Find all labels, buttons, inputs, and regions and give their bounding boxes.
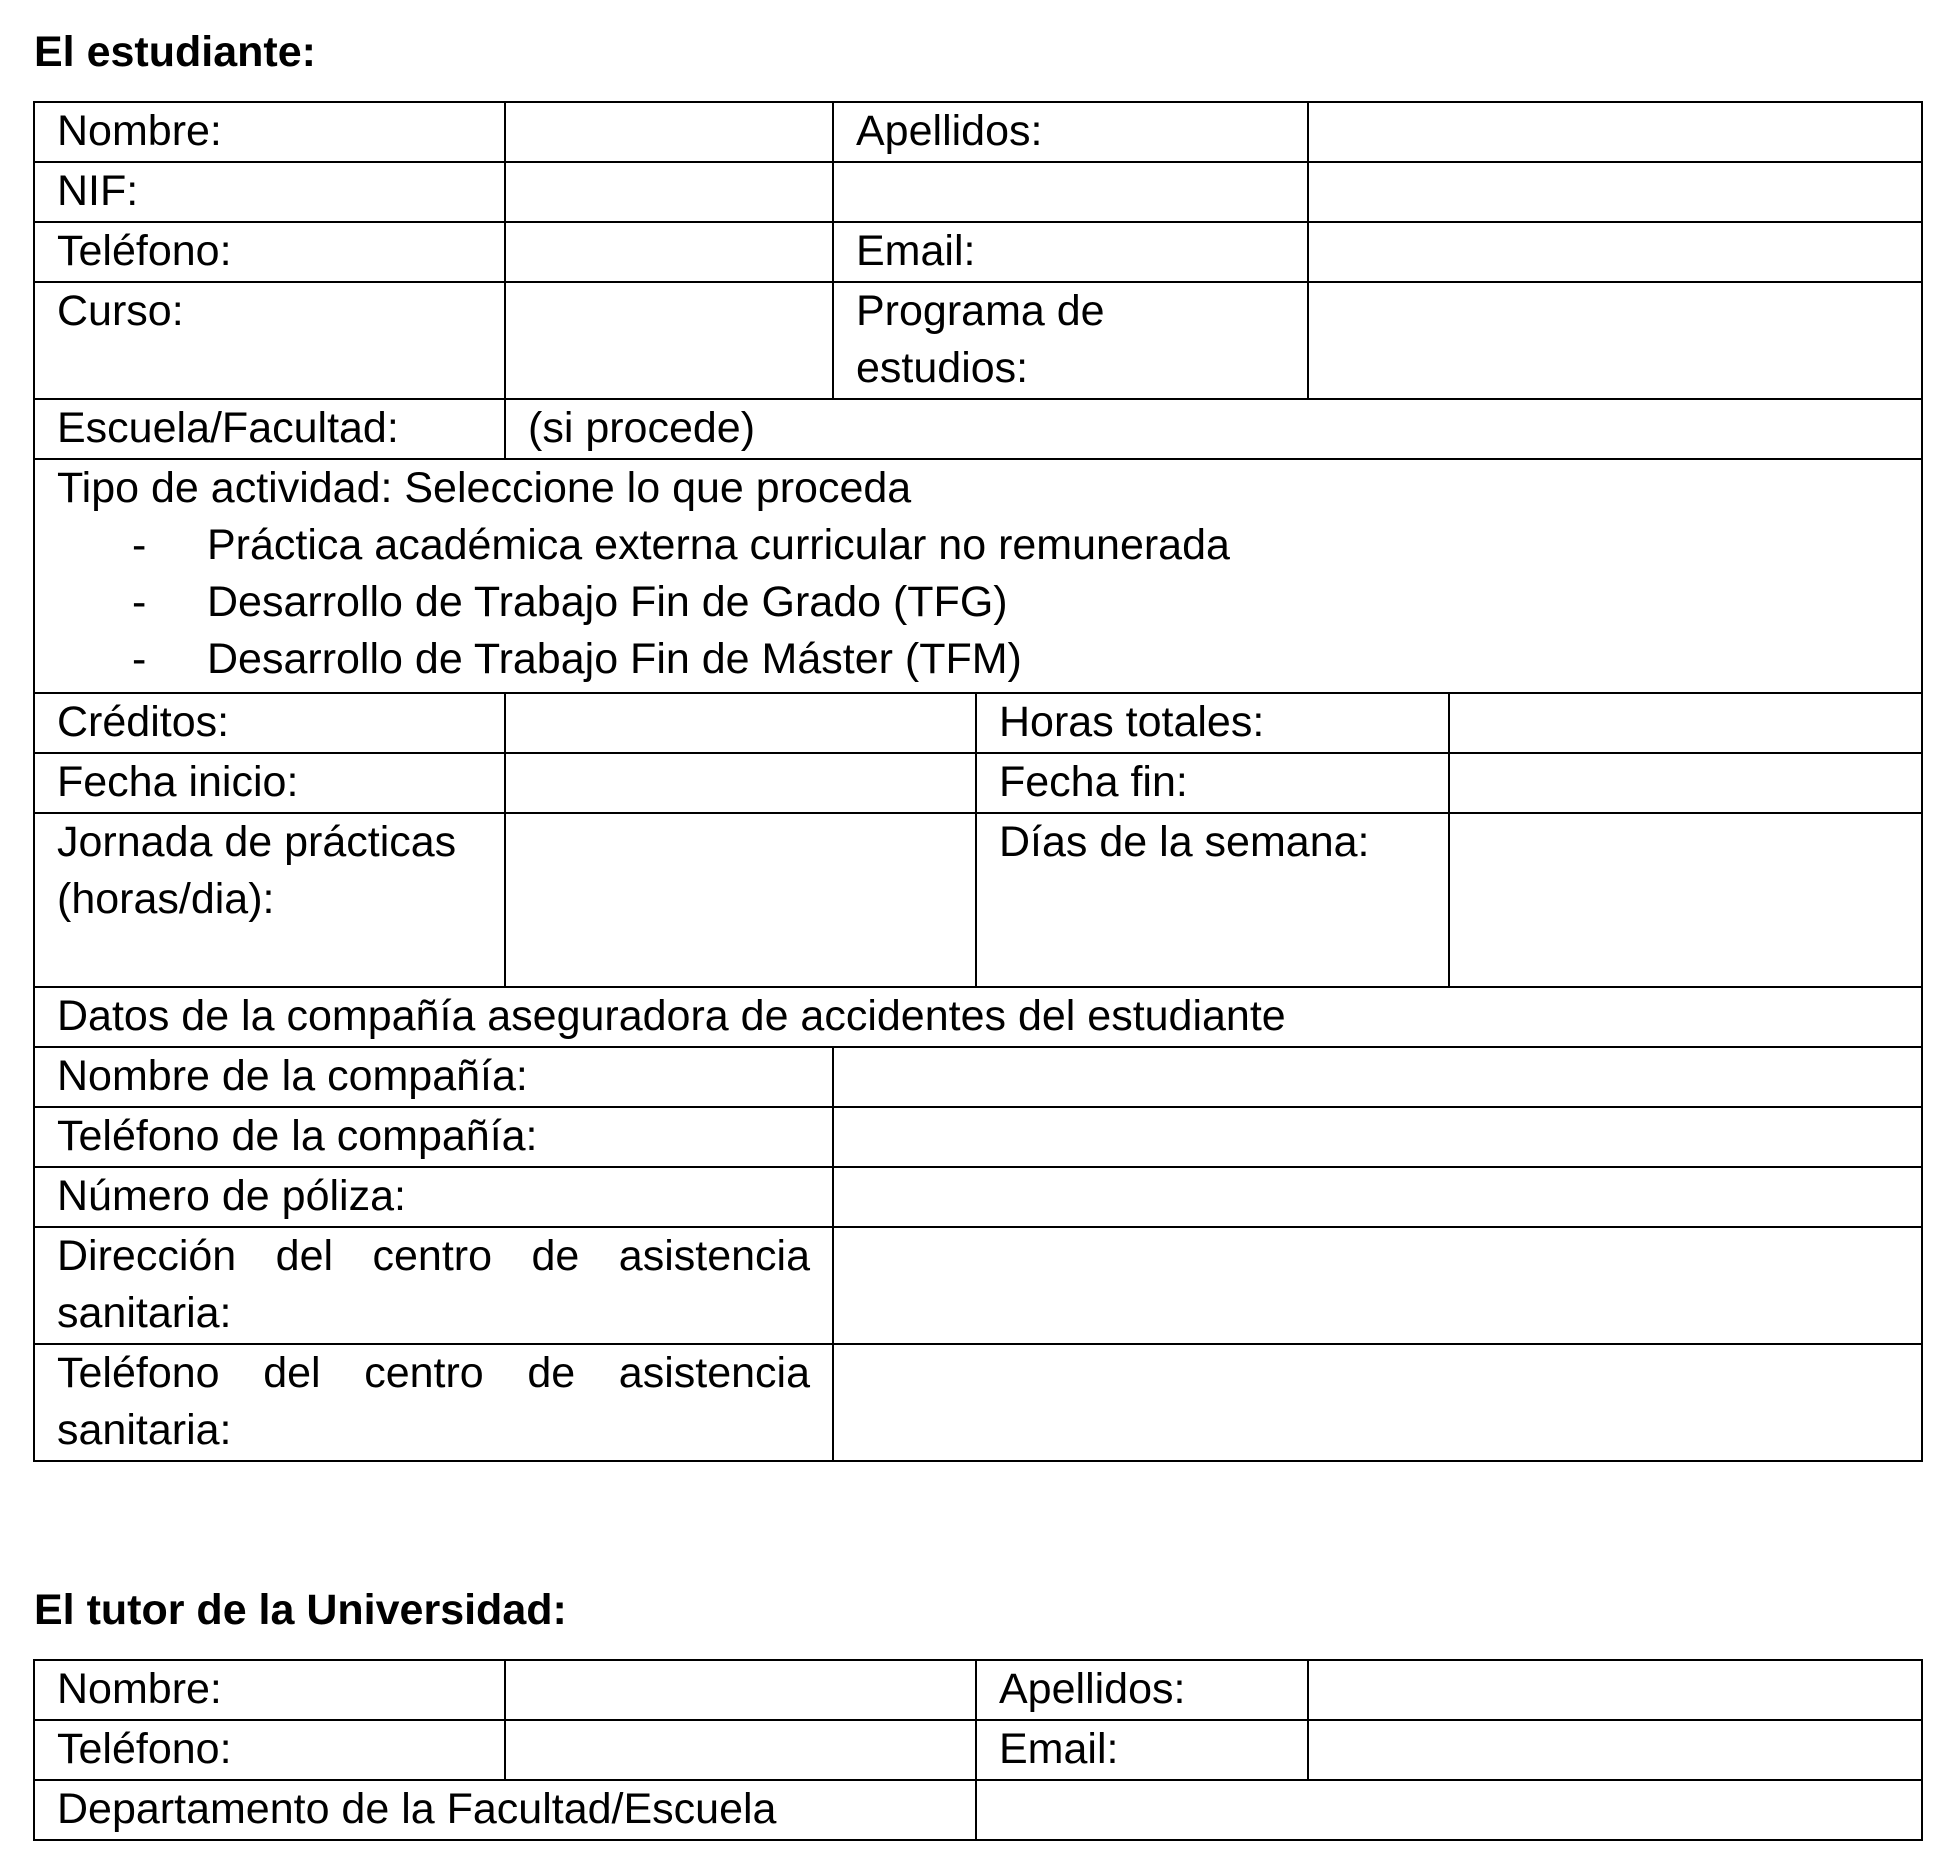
dash-bullet: - [132,521,147,569]
direccion-centro-field[interactable] [833,1227,1922,1344]
poliza-label: Número de póliza: [34,1167,833,1227]
table-row [34,813,1922,987]
telefono-centro-field[interactable] [833,1344,1922,1461]
table-row [34,987,1922,1047]
dias-semana-field[interactable] [1449,813,1922,987]
direccion-centro-label: Dirección del centro de asistencia sanitaria: [34,1227,833,1344]
compania-telefono-label: Teléfono de la compañía: [34,1107,833,1167]
table-row [34,1344,1922,1461]
activity-type-cell [34,459,1922,693]
compania-nombre-field[interactable] [833,1047,1922,1107]
nombre-label: Nombre: [34,102,505,162]
table-row [34,1660,1922,1720]
activity-option-label: Práctica académica externa curricular no remunerada [207,521,1230,569]
horas-totales-label: Horas totales: [976,693,1449,753]
nif-label: NIF: [34,162,505,222]
table-row [34,1167,1922,1227]
apellidos-field[interactable] [1308,102,1922,162]
table-row [34,1107,1922,1167]
fecha-inicio-field[interactable] [505,753,976,813]
creditos-label: Créditos: [34,693,505,753]
activity-options-list [57,517,1899,688]
creditos-field[interactable] [505,693,976,753]
departamento-field[interactable] [976,1780,1922,1840]
tutor-email-label: Email: [976,1720,1308,1780]
compania-telefono-field[interactable] [833,1107,1922,1167]
blank-cell[interactable] [1308,162,1922,222]
nif-field[interactable] [505,162,833,222]
activity-option[interactable] [57,631,1899,688]
programa-field[interactable] [1308,282,1922,399]
tutor-apellidos-label: Apellidos: [976,1660,1308,1720]
escuela-label: Escuela/Facultad: [34,399,505,459]
table-row [34,102,1922,162]
email-label: Email: [833,222,1308,282]
fecha-fin-field[interactable] [1449,753,1922,813]
nombre-field[interactable] [505,102,833,162]
student-table [33,101,1923,1462]
table-row [34,1047,1922,1107]
table-row [34,1780,1922,1840]
table-row [34,1227,1922,1344]
insurance-section-label: Datos de la compañía aseguradora de accidentes del estudiante [34,987,1922,1047]
tutor-table [33,1659,1923,1841]
table-row [34,222,1922,282]
tutor-telefono-label: Teléfono: [34,1720,505,1780]
telefono-label: Teléfono: [34,222,505,282]
dash-bullet: - [132,635,147,683]
programa-label: Programa de estudios: [833,282,1308,399]
table-row [34,693,1922,753]
table-row [34,753,1922,813]
poliza-field[interactable] [833,1167,1922,1227]
email-field[interactable] [1308,222,1922,282]
blank-cell[interactable] [833,162,1308,222]
tutor-nombre-label: Nombre: [34,1660,505,1720]
apellidos-label: Apellidos: [833,102,1308,162]
activity-option-label: Desarrollo de Trabajo Fin de Grado (TFG) [207,578,1008,626]
jornada-label: Jornada de prácticas (horas/dia): [34,813,505,987]
curso-field[interactable] [505,282,833,399]
tutor-section-heading: El tutor de la Universidad: [34,1586,567,1634]
activity-type-label: Tipo de actividad: Seleccione lo que proceda [57,464,912,512]
telefono-field[interactable] [505,222,833,282]
dash-bullet: - [132,578,147,626]
table-row [34,459,1922,693]
table-row [34,1720,1922,1780]
departamento-label: Departamento de la Facultad/Escuela [34,1780,976,1840]
escuela-field[interactable]: (si procede) [505,399,1922,459]
activity-option[interactable] [57,574,1899,631]
activity-option-label: Desarrollo de Trabajo Fin de Máster (TFM) [207,635,1022,683]
table-row [34,162,1922,222]
table-row [34,282,1922,399]
table-row [34,399,1922,459]
fecha-fin-label: Fecha fin: [976,753,1449,813]
fecha-inicio-label: Fecha inicio: [34,753,505,813]
tutor-telefono-field[interactable] [505,1720,976,1780]
dias-semana-label: Días de la semana: [976,813,1449,987]
tutor-email-field[interactable] [1308,1720,1922,1780]
compania-nombre-label: Nombre de la compañía: [34,1047,833,1107]
student-section-heading: El estudiante: [34,28,316,76]
tutor-apellidos-field[interactable] [1308,1660,1922,1720]
horas-totales-field[interactable] [1449,693,1922,753]
tutor-nombre-field[interactable] [505,1660,976,1720]
telefono-centro-label: Teléfono del centro de asistencia sanitaria: [34,1344,833,1461]
curso-label: Curso: [34,282,505,399]
activity-option[interactable] [57,517,1899,574]
jornada-field[interactable] [505,813,976,987]
